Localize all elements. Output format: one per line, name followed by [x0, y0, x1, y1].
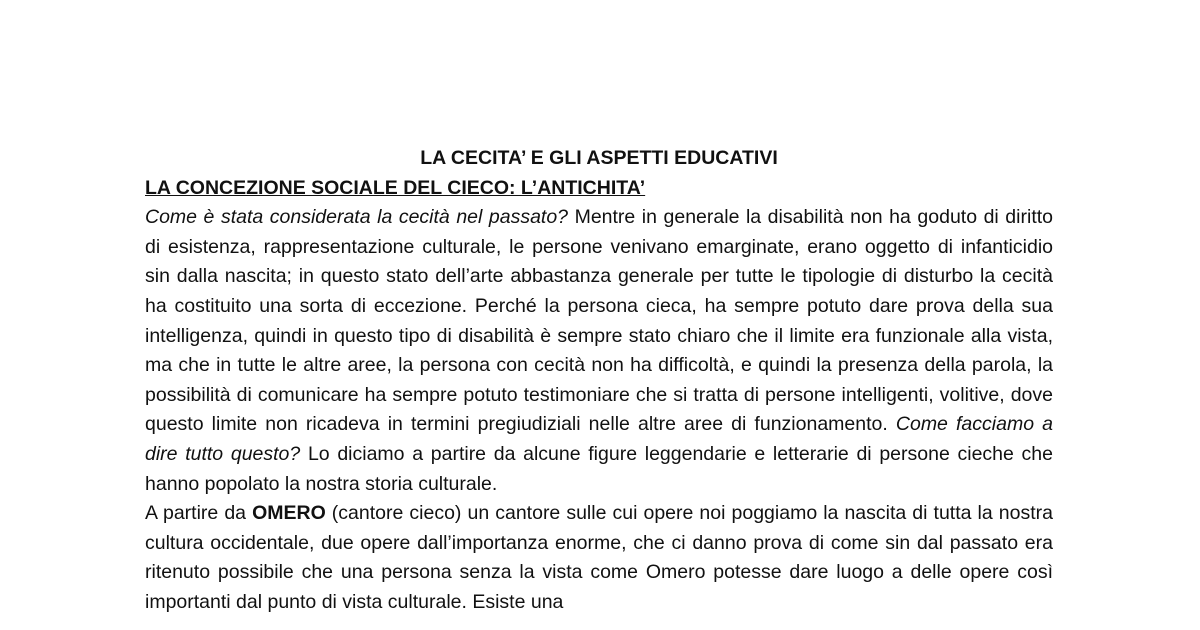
question-1: Come è stata considerata la cecità nel passato?: [145, 206, 569, 229]
section-heading: LA CONCEZIONE SOCIALE DEL CIECO: L’ANTICHITA’: [145, 176, 646, 199]
question-2: Come facciamo a dire tutto questo?: [145, 413, 1053, 465]
paragraph-1-text-2: Lo diciamo a partire da alcune figure leggendarie e letterarie di persone cieche che hanno popolato la nostra storia culturale.: [145, 442, 1053, 495]
paragraph-2: [145, 499, 1053, 617]
paragraph-2-text: (cantore cieco) un cantore sulle cui opere noi poggiamo la nascita di tutta la nostra cultura occidentale, due opere dall’importanza enorme, che ci danno prova di come sin dal passato era ritenuto possibile che una persona senza la vista come Omero potesse dare luogo a delle opere così importanti dal punto di vista culturale. Esiste una: [145, 502, 1053, 613]
document-title: LA CECITA’ E GLI ASPETTI EDUCATIVI: [420, 147, 778, 169]
document-page: [145, 144, 1053, 618]
paragraph-2-name: OMERO: [252, 502, 326, 525]
paragraph-1: [145, 203, 1053, 499]
paragraph-2-lead: A partire da: [145, 502, 253, 525]
paragraph-1-text-1: Mentre in generale la disabilità non ha goduto di diritto di esistenza, rappresentazione culturale, le persone venivano emarginate, erano oggetto di infanticidio sin dalla nascita; in questo stato dell’arte abbastanza generale per tutte le tipologie di disturbo la cecità ha costituito una sorta di eccezione. Perché la persona cieca, ha sempre potuto dare prova della sua intelligenza, quindi in questo tipo di disabilità è sempre stato chiaro che il limite era funzionale alla vista, ma che in tutte le altre aree, la persona con cecità non ha difficoltà, e quindi la presenza della parola, la possibilità di comunicare ha sempre potuto testimoniare che si tratta di persone intelligenti, volitive, dove questo limite non ricadeva in termini pregiudiziali nelle altre aree di funzionamento.: [145, 206, 1053, 436]
